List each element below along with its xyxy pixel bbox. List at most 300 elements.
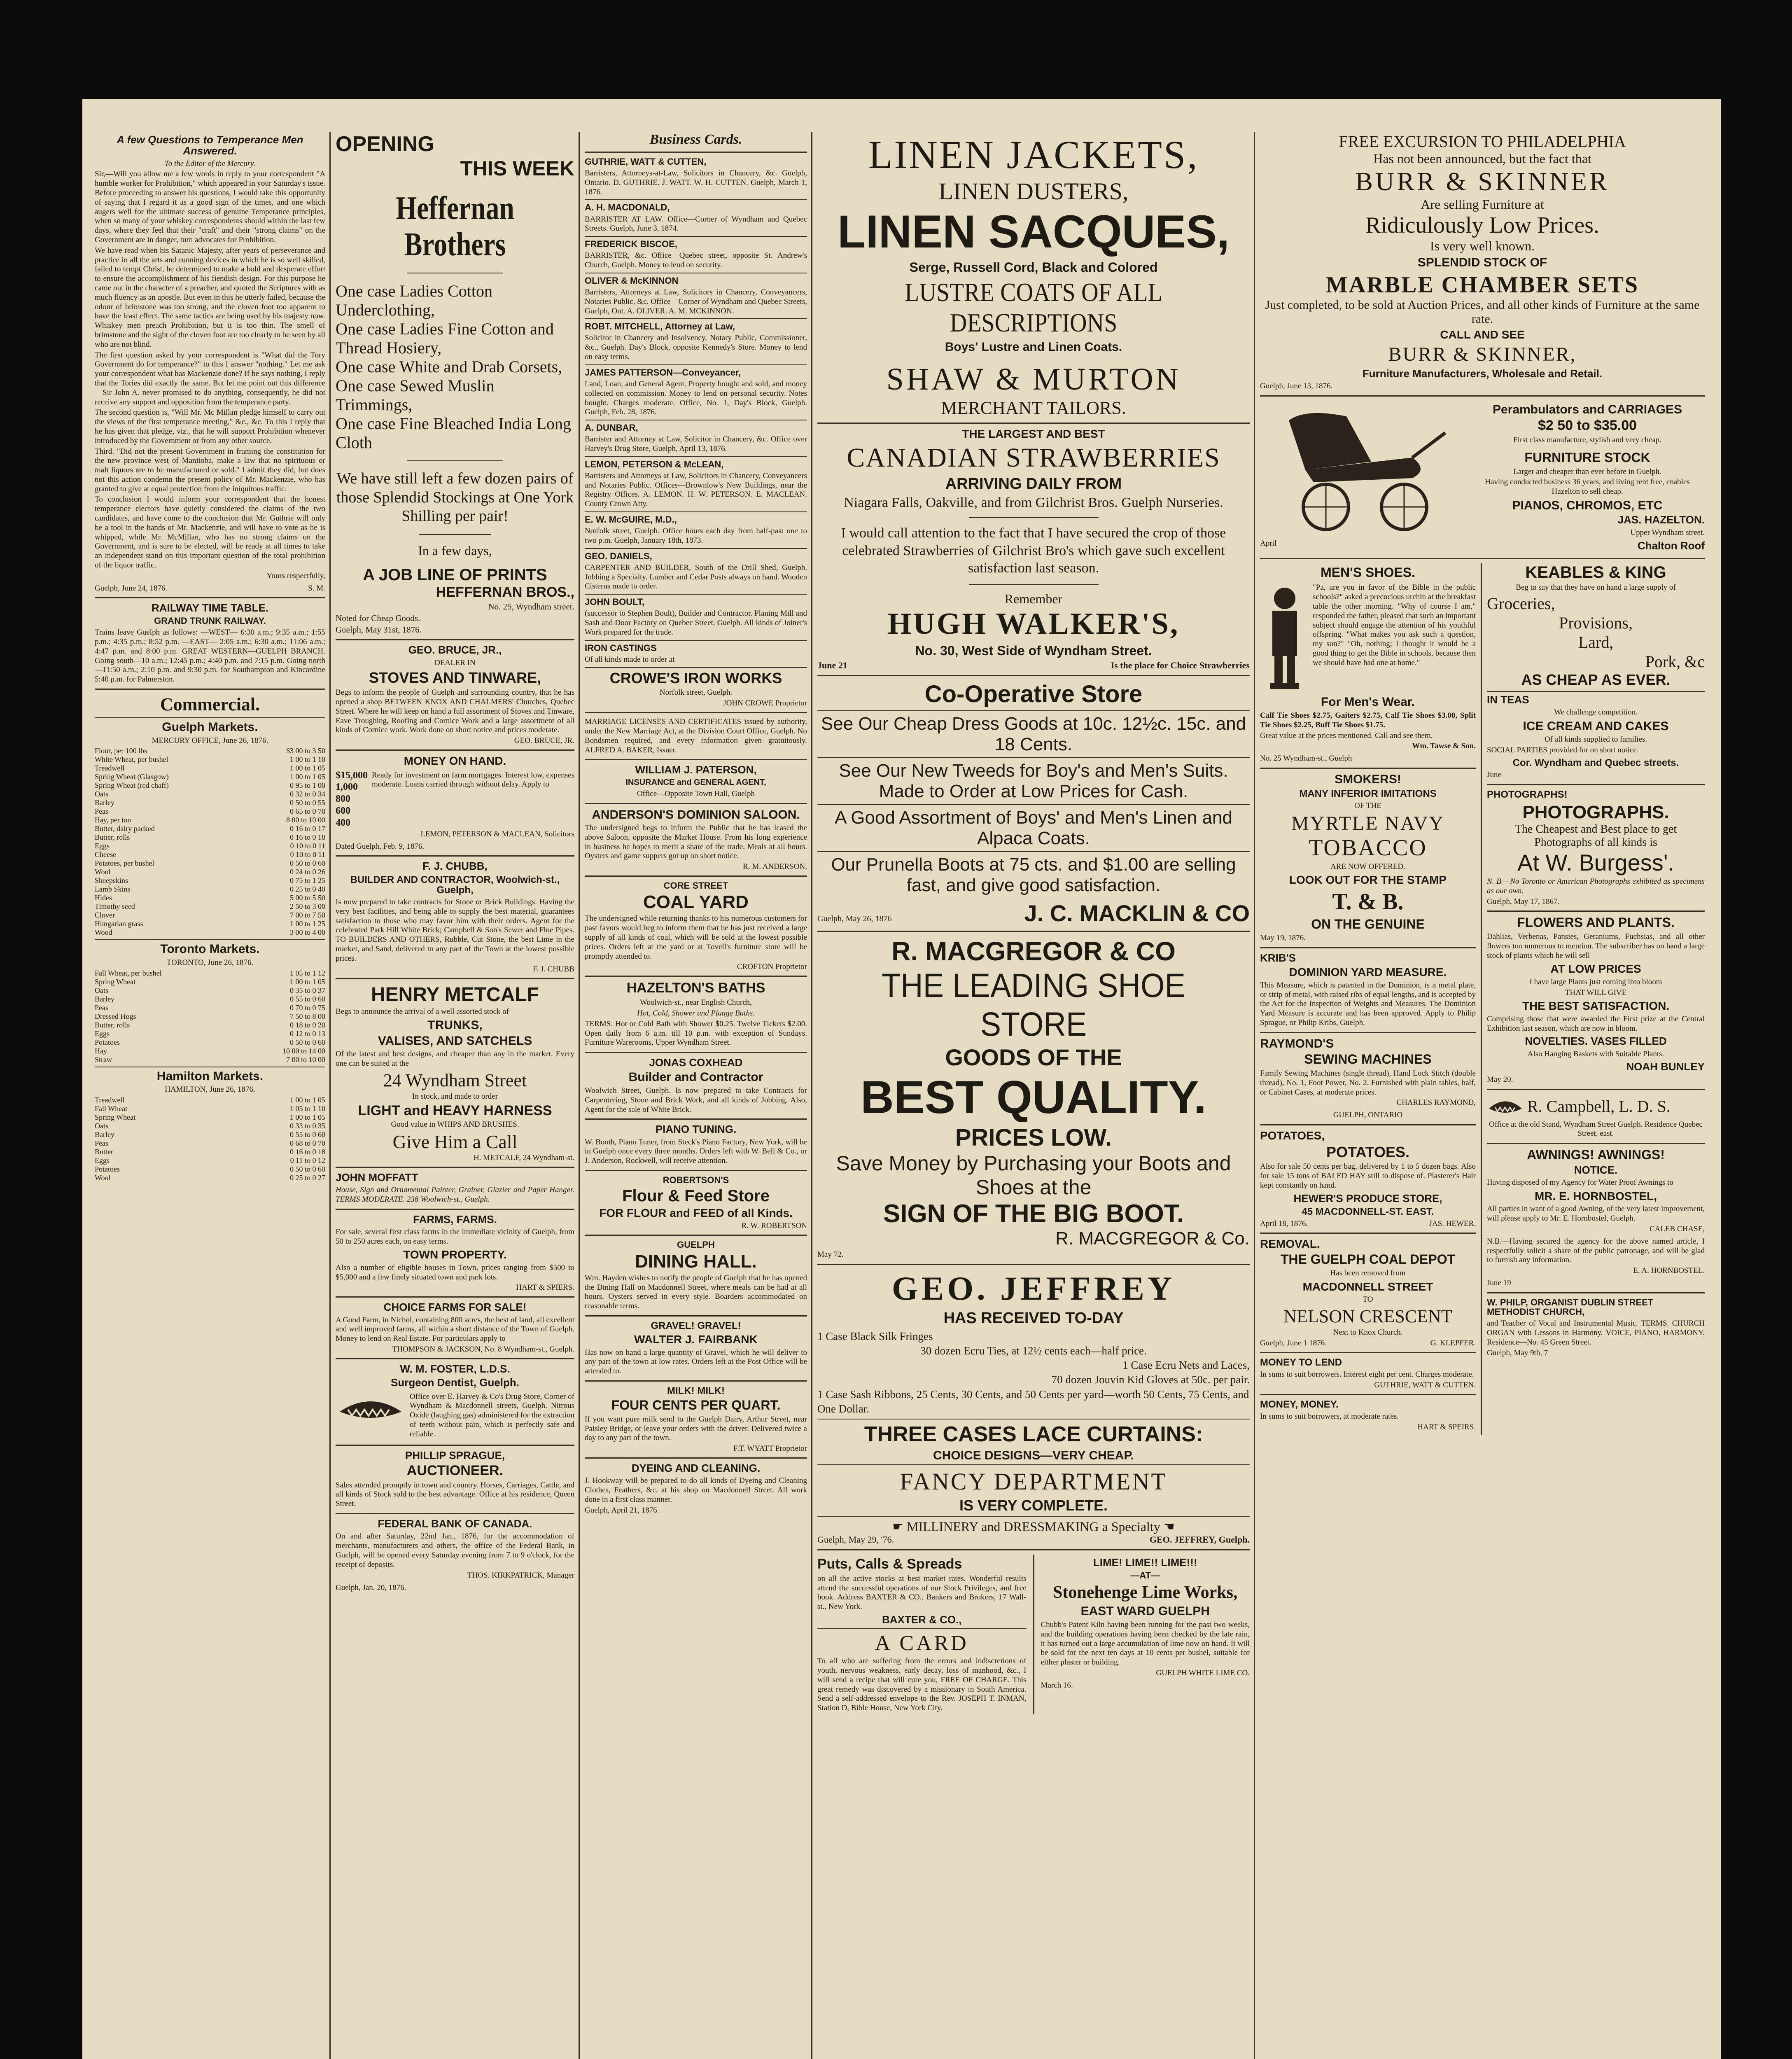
dyeing-text: J. Hookway will be prepared to do all kinds of Dyeing and Cleaning Clothes, Feathers, &c. at his shop on Macdonnell Street. All work done in a first class manner. (585, 1476, 807, 1504)
hewer-signature: JAS. HEWER. (1429, 1219, 1476, 1228)
shoes-text: "Pa, are you in favor of the Bible in the public schools?" asked a precocious urchin at the breakfast table the other morning. "Why of course I am," responded the father, pleased that such an important subject should engage the attention of his youthful offspring. "What makes you ask such a question, my son?" "Oh, nothing; I thought it would be a good thing to get the Bible in schools, because then we should have had one at home." (1313, 583, 1476, 667)
market-price: 7 00 to 10 00 (286, 1055, 325, 1064)
lace-sub: CHOICE DESIGNS—VERY CHEAP. (933, 1448, 1134, 1462)
market-row (95, 816, 325, 824)
philp-text: and Teacher of Vocal and Instrumental Music. TERMS. CHURCH ORGAN with Lessons in Harmony. VOICE, PIANO, HARMONY. Residence—No. 45 Green Street. (1487, 1319, 1705, 1347)
market-price: 0 10 to 0 11 (290, 842, 325, 850)
give-call: Give Him a Call (392, 1131, 518, 1152)
market-item: Treadwell (95, 1095, 125, 1104)
kribs-text: This Measure, which is patented in the Dominion, is a metal plate, or strip of metal, with raised ribs of equal lengths, and is accepted by the Act for the Inspection of Weights and Measures. The Dominion Yard Measure is accurate and has been approved. Apply to Philip Sprague, or Philip Kribs, Guelph. (1260, 980, 1476, 1027)
market-item: Barley (95, 1130, 114, 1139)
market-item: Fall Wheat (95, 1104, 128, 1113)
hazelton-sub: Hot, Cold, Shower and Plunge Baths. (637, 1008, 755, 1018)
goods-of-the: GOODS OF THE (945, 1044, 1122, 1071)
puts-title: Puts, Calls & Spreads (817, 1556, 962, 1572)
letter-to: To the Editor of the Mercury. (164, 159, 256, 168)
merchant-tailors: MERCHANT TAILORS. (941, 398, 1126, 418)
money-date: Dated Guelph, Feb. 9, 1876. (336, 842, 425, 851)
farms-signature: HART & SPIERS. (516, 1283, 574, 1292)
business-card-body: (successor to Stephen Boult), Builder and Contractor. Planing Mill and Sash and Door Factory on Quebec Street, Guelph. All kinds of Joiner's Work prepared for the trade. (585, 609, 807, 637)
hamilton-markets-title: Hamilton Markets. (156, 1069, 264, 1083)
selling: Are selling Furniture at (1421, 197, 1544, 212)
provisions: Provisions, (1559, 613, 1633, 632)
klepfer: G. KLEPFER. (1430, 1338, 1476, 1347)
robertson-sub: FOR FLOUR and FEED of all Kinds. (599, 1207, 793, 1220)
lime-sub: EAST WARD GUELPH (1080, 1604, 1210, 1618)
market-row (95, 1139, 325, 1148)
market-price: 0 65 to 0 70 (289, 807, 325, 816)
milk-text: If you want pure milk send to the Guelph Dairy, Arthur Street, near Paisley Bridge, or leave your orders with the driver. Delivered twice a day to any part of the town. (585, 1415, 807, 1443)
well-known: Is very well known. (1430, 238, 1535, 253)
myrtle-navy: MYRTLE NAVY (1291, 812, 1444, 834)
letter-title: A few Questions to Temperance Men Answered. (117, 133, 303, 157)
kribs: KRIB'S (1260, 952, 1296, 964)
goods-item: One case Ladies Cotton Underclothing, (336, 282, 492, 319)
anderson-signature: R. M. ANDERSON. (743, 862, 807, 871)
gravel-name: WALTER J. FAIRBANK (634, 1333, 758, 1346)
gravel-title: GRAVEL! GRAVEL! (651, 1320, 741, 1331)
metcalf-signature: H. METCALF, 24 Wyndham-st. (473, 1153, 574, 1162)
groceries: Groceries, (1487, 594, 1555, 613)
market-row (95, 1156, 325, 1165)
market-row (95, 876, 325, 885)
shoe-prices: Calf Tie Shoes $2.75, Gaiters $2.75, Calf Tie Shoes $3.00, Split Tie Shoes $2.25, Buff Tie Shoes $1.75. (1260, 711, 1476, 729)
business-card-body: Solicitor in Chancery and Insolvency, Notary Public, Commissioner, &c., Guelph. Day's Block, opposite Kennedy's Store. Money to lend on easy terms. (585, 334, 807, 362)
nelson-crescent: NELSON CRESCENT (1283, 1306, 1452, 1327)
market-price: 0 18 to 0 20 (289, 1020, 325, 1029)
goods-item: One case Sewed Muslin Trimmings, (336, 376, 495, 414)
now-offered: ARE NOW OFFERED. (1330, 862, 1405, 871)
market-item: Flour, per 100 lbs (95, 747, 147, 755)
business-card (585, 239, 807, 273)
toronto-markets-table (95, 969, 325, 1064)
moffatt-text: House, Sign and Ornamental Painter, Grainer, Glazier and Paper Hanger. TERMS MODERATE. 238 Woolwich-st., Guelph. (336, 1185, 574, 1204)
guelph-markets-office: MERCURY OFFICE, June 26, 1876. (152, 736, 268, 745)
market-price: 0 50 to 0 60 (289, 1165, 325, 1173)
anderson-text: The undersigned begs to inform the Public that he has leased the above Saloon, opposite the Market House. From his long experience in business he hopes to merit a share of the trade. Meals at all hours. Oysters and game suppers got up on short notice. (585, 824, 807, 861)
heffernan-brothers: Heffernan Brothers (396, 190, 514, 263)
bruce-dealer: DEALER IN (434, 658, 476, 667)
business-card (585, 157, 807, 200)
at-w-burgess: At W. Burgess'. (1517, 850, 1675, 875)
prunella-boots: Our Prunella Boots at 75 cts. and $1.00 are selling fast, and give good satisfaction. (831, 854, 1236, 896)
market-item: Potatoes, per bushel (95, 859, 154, 868)
letter-paragraph: Third. "Did not the present Government in framing the constitution for the new province west of Manitoba, make a law that no spirituous or malt liquors are to be manufactured or sold." I admit they did, but does not this action condemn the present policy of Mr. Mackenzie, who has granted to give at equal protection from the iniquitous traffic. (95, 447, 325, 493)
potatoes-2: POTATOES. (1326, 1143, 1410, 1160)
boy-figure-icon (1260, 582, 1309, 693)
lime-text: Chubb's Patent Kiln having been running for the past two weeks, and the building operations having been checked by the late rain, it has turned out a large accumulation of lime now on hand. It will be sold for the next ten days at 10 cents per bushel, suitable for either plaster or building. (1041, 1620, 1250, 1667)
piano-text: W. Booth, Piano Tuner, from Steck's Piano Factory, New York, will be in Guelph once every three months. Orders left with W. Bell & Co., or J. Anderson, Rockwell, will receive attention. (585, 1137, 807, 1165)
paterson-title: WILLIAM J. PATERSON, (635, 763, 757, 776)
market-row (95, 1030, 325, 1038)
market-price: 1 00 to 1 05 (289, 1095, 325, 1104)
business-card-body: CARPENTER AND BUILDER, South of the Drill Shed, Guelph. Jobbing a Specialty. Lumber and Cedar Posts always on hand. Wooden Cisterns made to order. (585, 563, 807, 591)
business-card (585, 551, 807, 595)
raymonds: RAYMOND'S (1260, 1037, 1334, 1051)
business-card-body: Barrister and Attorney at Law, Solicitor in Chancery, &c. Office over Harvey's Drug Store, Guelph, April 13, 1876. (585, 435, 807, 453)
marble-chamber-sets: MARBLE CHAMBER SETS (1325, 272, 1639, 298)
market-row (95, 807, 325, 816)
tawse-address: No. 25 Wyndham-st., Guelph (1260, 754, 1352, 763)
flowers-text-2: Comprising those that were awarded the First prize at the Central Exhibition last season, which are now in bloom. (1487, 1014, 1705, 1033)
money-title: MONEY ON HAND. (404, 754, 506, 768)
sign-big-boot: SIGN OF THE BIG BOOT. (883, 1200, 1184, 1228)
photos-pre: PHOTOGRAPHS! (1487, 789, 1568, 800)
puts-text: on all the active stocks at best market rates. Wonderful results attend the successful operations of our Stock Privileges, and free book. Address BAXTER & CO., Bankers and Brokers, 17 Wall-st., New York. (817, 1574, 1027, 1611)
market-row (95, 747, 325, 755)
furniture-text: Larger and cheaper than ever before in Guelph. (1513, 467, 1661, 476)
hamilton-markets-office: HAMILTON, June 26, 1876. (165, 1085, 255, 1094)
market-row (95, 1165, 325, 1174)
stockings-text: We have still left a few dozen pairs of those Splendid Stockings at One York Shilling per pair! (336, 470, 574, 525)
market-row (95, 842, 325, 850)
market-item: Oats (95, 986, 108, 994)
money-text: Ready for investment on farm mortgages. Interest low, expenses moderate. Loans carried through without delay. Apply to (372, 770, 574, 789)
market-price: 7 00 to 7 50 (289, 911, 325, 920)
hart-speirs: HART & SPEIRS. (1417, 1422, 1476, 1431)
perambulator-sub: First class manufacture, stylish and very cheap. (1513, 436, 1661, 445)
market-item: Hides (95, 894, 112, 902)
column-4 (817, 132, 1250, 1714)
dyeing-date: Guelph, April 21, 1876. (585, 1506, 659, 1515)
coal-depot: THE GUELPH COAL DEPOT (1280, 1251, 1456, 1267)
lime-at: —AT— (1130, 1570, 1160, 1581)
largest-best: THE LARGEST AND BEST (962, 427, 1105, 441)
bruce-signature: GEO. BRUCE, JR. (514, 736, 574, 745)
henry-metcalf: HENRY METCALF (371, 983, 539, 1006)
toronto-markets-title: Toronto Markets. (160, 942, 260, 956)
market-price: $3 00 to 3 50 (286, 747, 325, 755)
bruce-text: Begs to inform the people of Guelph and surrounding country, that he has opened a shop BETWEEN KNOX AND CHALMERS' Churches, Quebec Street. Where he will keep on hand a full assortment of Stoves and Tinware, Eave Troughing, Roofing and Cornice Work and a large assortment of all kinds of Cornice work. Work done on short notice and prices moderate. (336, 688, 574, 735)
removal: REMOVAL. (1260, 1237, 1320, 1251)
coxhead-title: JONAS COXHEAD (649, 1056, 743, 1069)
column-1 (95, 132, 325, 1182)
milk-heading: FOUR CENTS PER QUART. (611, 1398, 781, 1413)
market-item: White Wheat, per bushel (95, 755, 168, 764)
sprague-heading: AUCTIONEER. (406, 1462, 504, 1478)
ice-cream: ICE CREAM AND CAKES (1523, 719, 1669, 733)
jas-hazelton: JAS. HAZELTON. (1617, 514, 1705, 526)
hewer-address: 45 MACDONNELL-ST. EAST. (1302, 1206, 1434, 1218)
market-item: Oats (95, 790, 108, 798)
market-price: 0 33 to 0 35 (289, 1121, 325, 1130)
call-and-see: CALL AND SEE (1440, 328, 1525, 341)
market-row (95, 824, 325, 833)
market-price: 0 25 to 0 40 (289, 885, 325, 894)
farms-text: For sale, several first class farms in the immediate vicinity of Guelph, from 50 to 250 acres each, on easy terms. (336, 1227, 574, 1246)
guelph-markets-title: Guelph Markets. (162, 720, 258, 734)
perambulator-price: $2 50 to $35.00 (1538, 418, 1637, 434)
job-line-prints: A JOB LINE OF PRINTS (363, 565, 547, 584)
market-item: Spring Wheat (95, 1113, 136, 1121)
market-row (95, 1021, 325, 1030)
market-price: 1 00 to 1 05 (289, 764, 325, 773)
market-price: 0 50 to 0 55 (289, 798, 325, 807)
business-card-body: Of all kinds made to order at (585, 655, 675, 664)
macklin-date: Guelph, May 26, 1876 (817, 914, 892, 924)
lime-signature: GUELPH WHITE LIME CO. (1156, 1668, 1250, 1677)
letter-paragraph: The second question is, "Will Mr. Mc Millan pledge himself to carry out the views of the first temperance meeting," &c., &c. To this I reply that he has given that pledge, viz., that he will support Prohibition whenever introduced by the Government or from any other source. (95, 408, 325, 445)
column-rule (329, 132, 331, 2059)
column-rule (1254, 132, 1255, 2059)
market-price: 3 00 to 4 00 (289, 928, 325, 937)
market-item: Treadwell (95, 764, 125, 773)
market-item: Eggs (95, 842, 110, 850)
social-parties: SOCIAL PARTIES provided for on short notice. (1487, 746, 1639, 755)
market-item: Butter, rolls (95, 833, 130, 842)
bruce-heading: STOVES AND TINWARE, (369, 669, 541, 686)
pianos-text: Having conducted business 36 years, and living rent free, enables Hazelton to sell cheap. (1485, 478, 1690, 496)
market-price: 1 05 to 1 10 (289, 1104, 325, 1113)
pork: Pork, &c (1645, 652, 1705, 671)
macgregor-signature: R. MACGREGOR & Co. (1055, 1228, 1250, 1249)
geo-jeffrey: GEO. JEFFREY (891, 1270, 1176, 1307)
lookout-stamp: LOOK OUT FOR THE STAMP (1289, 873, 1447, 887)
market-item: Spring Wheat (95, 977, 136, 986)
market-price: 7 50 to 8 00 (289, 1012, 325, 1020)
market-row (95, 911, 325, 920)
market-row (95, 978, 325, 986)
business-card-body: Land, Loan, and General Agent. Property bought and sold, and money collected on commission. Money to lend on personal security. Notes bought. Charges moderate. Office, No. 1, Day's Block, Guelph. Guelph, Feb. 28, 1876. (585, 379, 807, 417)
market-item: Clover (95, 911, 115, 920)
market-item: Barley (95, 798, 114, 807)
market-price: 0 55 to 0 60 (289, 1130, 325, 1139)
goods-item: One case White and Drab Corsets, (336, 357, 562, 376)
burr-skinner: BURR & SKINNER (1355, 167, 1610, 196)
that-will-give: THAT WILL GIVE (1565, 988, 1627, 997)
market-item: Cheese (95, 850, 116, 859)
market-item: Hungarian grass (95, 920, 143, 928)
photos-date: Guelph, May 17, 1867. (1487, 897, 1560, 906)
business-card (585, 368, 807, 420)
march-16: March 16. (1041, 1681, 1073, 1690)
on-the-genuine: ON THE GENUINE (1311, 916, 1425, 931)
campbell-text: Office at the old Stand, Wyndham Street Guelph. Residence Quebec Street, east. (1489, 1120, 1703, 1138)
market-row (95, 995, 325, 1004)
hamilton-markets-table (95, 1096, 325, 1182)
lace-curtains: THREE CASES LACE CURTAINS: (864, 1422, 1203, 1446)
letter-paragraph: To conclusion I would inform your correspondent that the honest temperance electors have quietly considered the claims of the two candidates, and have come to the conclusion that Mr. Guthrie will only be a tool in the hands of Mr. Mackenzie, and will have to vote as he is whipped, while Mr. McMillan, who has no strong claims on the Government, and is sure to be elected, will be ready at all times to take an independent stand on this important question of the total prohibition of the liquor traffic. (95, 495, 325, 570)
money-to-lend: MONEY TO LEND (1260, 1356, 1342, 1368)
provided: Of all kinds supplied to families. (1544, 735, 1647, 744)
money-amount: $15,000 (336, 770, 368, 781)
photos-text: The Cheapest and Best place to get Photographs of all kinds is (1514, 823, 1677, 849)
hazelton-address: Upper Wyndham street. (1630, 528, 1705, 537)
trunks: TRUNKS, (427, 1018, 483, 1032)
business-card-body: BARRISTER AT LAW. Office—Corner of Wyndham and Quebec Streets. Guelph, June 3, 1874. (585, 215, 807, 233)
lard: Lard, (1578, 633, 1614, 651)
heffernan-bros: HEFFERNAN BROS., (436, 584, 574, 600)
furniture-manufacturers: Furniture Manufacturers, Wholesale and Retail. (1362, 367, 1603, 380)
linen-jackets: LINEN JACKETS, (868, 133, 1199, 177)
business-card (585, 203, 807, 237)
town-text: Also a number of eligible houses in Town, prices ranging from $500 to $5,000 and a few finely situated town and park lots. (336, 1263, 574, 1282)
whips-brushes: Good value in WHIPS AND BRUSHES. (391, 1120, 519, 1129)
as-cheap-as-ever: AS CHEAP AS EVER. (1521, 671, 1671, 688)
market-price: 0 16 to 0 18 (289, 833, 325, 842)
business-card-title: GUTHRIE, WATT & CUTTEN, (585, 156, 707, 167)
business-card-title: E. W. McGUIRE, M.D., (585, 514, 677, 525)
corner: Cor. Wyndham and Quebec streets. (1512, 757, 1679, 768)
market-item: Oats (95, 1121, 108, 1130)
flowers-plants: FLOWERS AND PLANTS. (1517, 915, 1675, 930)
noah-bunley: NOAH BUNLEY (1626, 1060, 1705, 1073)
business-cards-header: Business Cards. (649, 132, 742, 147)
business-card-body: Barristers and Attorneys at Law, Solicitors in Chancery, Conveyancers and Notaries Public. Offices—Brownlow's New Buildings, near the Registry Offices. A. LEMON. H. W. PETERSON. E. MACLEAN. County Crown Atty. (585, 471, 807, 509)
bank-text: On and after Saturday, 22nd Jan., 1876, for the accommodation of merchants, manufacturers and others, the office of the Federal Bank, in Guelph, will be opened every Saturday evening from 7 to 9 o'clock, for the receipt of deposits. (336, 1532, 574, 1569)
paterson-office: Office—Opposite Town Hall, Guelph (637, 789, 755, 798)
market-row (95, 1055, 325, 1064)
crowe-proprietor: JOHN CROWE Proprietor (723, 699, 807, 708)
lustre-coats: LUSTRE COATS OF ALL DESCRIPTIONS (905, 277, 1162, 337)
market-row (95, 1004, 325, 1012)
baby-carriage-icon (1264, 404, 1462, 536)
business-card-body: BARRISTER, &c. Office—Quebec street, opposite St. Andrew's Church, Guelph. Money to lend on security. (585, 251, 807, 270)
sprague-name: PHILLIP SPRAGUE, (405, 1449, 505, 1461)
new-tweeds: See Our New Tweeds for Boy's and Men's Suits. Made to Order at Low Prices for Cash. (839, 761, 1228, 802)
column-3 (585, 132, 807, 1517)
excursion: FREE EXCURSION TO PHILADELPHIA (1339, 132, 1626, 151)
burr-skinner-2: BURR & SKINNER, (1388, 343, 1577, 365)
market-row (95, 790, 325, 798)
june-label: June (1487, 770, 1501, 780)
harness: LIGHT and HEAVY HARNESS (358, 1102, 552, 1118)
bank-date: Guelph, Jan. 20, 1876. (336, 1583, 406, 1592)
crowe-address: Norfolk street, Guelph. (659, 688, 733, 697)
market-row (95, 755, 325, 764)
market-price: 0 24 to 0 26 (289, 868, 325, 876)
market-price: 0 70 to 0 75 (289, 1003, 325, 1012)
newspaper-page (82, 99, 1721, 2059)
town-property: TOWN PROPERTY. (403, 1248, 507, 1261)
splendid-stock: SPLENDID STOCK OF (1417, 256, 1547, 269)
market-price: 0 16 to 0 18 (289, 1147, 325, 1156)
market-row (95, 1174, 325, 1182)
foster-heading: Surgeon Dentist, Guelph. (390, 1376, 519, 1389)
moffatt-name: JOHN MOFFATT (336, 1171, 418, 1184)
market-item: Timothy seed (95, 902, 135, 911)
column-2 (336, 132, 574, 1594)
market-item: Lamb Skins (95, 885, 131, 894)
challenge: We challenge competition. (1554, 707, 1638, 717)
coal-yard: COAL YARD (643, 892, 749, 913)
market-price: 0 25 to 0 27 (289, 1173, 325, 1182)
market-row (95, 1122, 325, 1130)
letter-paragraph: Sir,—Will you allow me a few words in reply to your correspondent "A humble worker for Prohibition," which appeared in your Saturday's issue. Before proceeding to answer his questions, I would take this opportunity of saying that I regard it as a good sign of the times, and one which augers well for the ultimate success of genuine Temperance principles, when so many of your whiskey correspondents should within the last few days, where they feel that their "craft" and their "strong claims" on the Government are in danger, turn advocates for Prohibition. (95, 170, 325, 244)
railway-title: RAILWAY TIME TABLE. (151, 601, 269, 614)
dentures-icon (336, 1391, 406, 1428)
milk-signature: F.T. WYATT Proprietor (733, 1444, 807, 1453)
removed-from: Has been removed from (1330, 1269, 1406, 1278)
mens-shoes: MEN'S SHOES. (1321, 565, 1415, 580)
dining-text: Wm. Hayden wishes to notify the people of Guelph that he has opened the Dining Hall on Macdonnell Street, where meals can be had at all hours. Oysters served in every style. Boarders accommodated on reasonable terms. (585, 1273, 807, 1311)
market-price: 1 00 to 1 05 (289, 977, 325, 986)
crowe-iron-works: CROWE'S IRON WORKS (609, 669, 782, 686)
dentures-icon (1487, 1094, 1524, 1119)
coxhead-text: Woolwich Street, Guelph. Is now prepared to take Contracts for Carpentering, Stone and Brick Work, and all kinds of Jobbing. Also, Agent for the sale of White Brick. (585, 1086, 807, 1114)
business-card-title: A. DUNBAR, (585, 423, 638, 433)
not-announced: Has not been announced, but the fact that (1373, 151, 1591, 166)
market-row (95, 859, 325, 868)
hugh-walker: HUGH WALKER'S, (887, 607, 1180, 641)
money-firm: LEMON, PETERSON & MACLEAN, Solicitors (420, 829, 574, 838)
coal-signature: CROFTON Proprietor (737, 962, 807, 971)
guelph-may-date: Guelph, May 31st, 1876. (336, 625, 422, 635)
best-quality: BEST QUALITY. (860, 1072, 1207, 1123)
market-price: 0 16 to 0 17 (289, 824, 325, 833)
letter-closing: Yours respectfully, (266, 571, 325, 580)
market-price: 0 10 to 0 11 (290, 850, 325, 859)
jc-macklin: J. C. MACKLIN & CO (1024, 900, 1250, 927)
market-price: 2 50 to 3 00 (289, 902, 325, 911)
awnings: AWNINGS! AWNINGS! (1527, 1147, 1665, 1163)
smokers: SMOKERS! (1335, 773, 1401, 787)
linen-dusters: LINEN DUSTERS, (938, 178, 1129, 205)
commercial-title: Commercial. (160, 694, 260, 715)
canadian-strawberries: CANADIAN STRAWBERRIES (847, 443, 1220, 473)
sprague-text: Sales attended promptly in town and country. Horses, Carriages, Cattle, and all kinds of Stock sold to the best advantage. Office at his residence, Queen Street. (336, 1480, 574, 1508)
to-label: TO (1363, 1295, 1373, 1304)
market-item: Straw (95, 1055, 112, 1064)
jeffrey-item: 1 Case Black Silk Fringes (817, 1330, 933, 1343)
tawse: Wm. Tawse & Son. (1412, 742, 1476, 751)
business-card-title: A. H. MACDONALD, (585, 202, 670, 213)
market-item: Potatoes (95, 1038, 120, 1046)
gravel-text: Has now on hand a large quantity of Gravel, which he will deliver to any part of the town at low rates. Orders left at the Post Office will be attended to. (585, 1348, 807, 1376)
market-row (95, 773, 325, 781)
millinery: MILLINERY and DRESSMAKING a Specialty (907, 1519, 1160, 1534)
market-row (95, 833, 325, 842)
chubb-name: F. J. CHUBB, (422, 860, 488, 873)
market-row (95, 894, 325, 902)
business-card-body: Norfolk street, Guelph. Office hours each day from half-past one to two p.m. Guelph, January 18th, 1873. (585, 527, 807, 545)
imitations: MANY INFERIOR IMITATIONS (1299, 788, 1437, 799)
market-price: 0 12 to 0 13 (289, 1029, 325, 1038)
ridiculously-low: Ridiculously Low Prices. (1365, 212, 1599, 238)
column-5 (1260, 132, 1705, 1435)
burr-date: Guelph, June 13, 1876. (1260, 382, 1333, 391)
market-price: 1 05 to 1 12 (289, 969, 325, 977)
business-card-title: IRON CASTINGS (585, 642, 657, 653)
market-row (95, 1012, 325, 1021)
caleb-chase: CALEB CHASE, (1649, 1224, 1705, 1233)
april-label: April (1260, 539, 1277, 548)
market-row (95, 798, 325, 807)
market-price: 1 00 to 1 05 (289, 773, 325, 781)
leading-shoe-store: THE LEADING SHOE STORE (882, 967, 1185, 1044)
market-price: 0 50 to 0 60 (289, 859, 325, 868)
jeffrey-date: Guelph, May 29, '76. (817, 1534, 894, 1545)
guelph-markets-table (95, 747, 325, 937)
june-21: June 21 (817, 660, 847, 671)
a-card: A CARD (875, 1632, 969, 1655)
railway-subtitle: GRAND TRUNK RAILWAY. (154, 616, 266, 626)
market-row (95, 1130, 325, 1139)
raymond-text: Family Sewing Machines (single thread), Hand Lock Stitch (double thread), No. 1, Foot Power, No. 2. Furnished with plain tables, half, or Cabinet Cases, at moderate prices. (1260, 1069, 1476, 1097)
niagara: Niagara Falls, Oakville, and from Gilchrist Bros. Guelph Nurseries. (844, 495, 1223, 511)
market-row (95, 1038, 325, 1047)
market-item: Peas (95, 1003, 108, 1012)
dyeing-title: DYEING AND CLEANING. (631, 1462, 761, 1475)
for-mens-wear: For Men's Wear. (1321, 695, 1415, 709)
market-item: Butter, rolls (95, 1020, 130, 1029)
column-rule (579, 132, 580, 2059)
yard-measure: DOMINION YARD MEASURE. (1289, 966, 1447, 979)
philp-date: Guelph, May 9th, 7 (1487, 1348, 1548, 1357)
hewer-store: HEWER'S PRODUCE STORE, (1293, 1192, 1442, 1205)
money-amount: 400 (336, 817, 350, 828)
hazelton-baths: HAZELTON'S BATHS (626, 980, 765, 996)
